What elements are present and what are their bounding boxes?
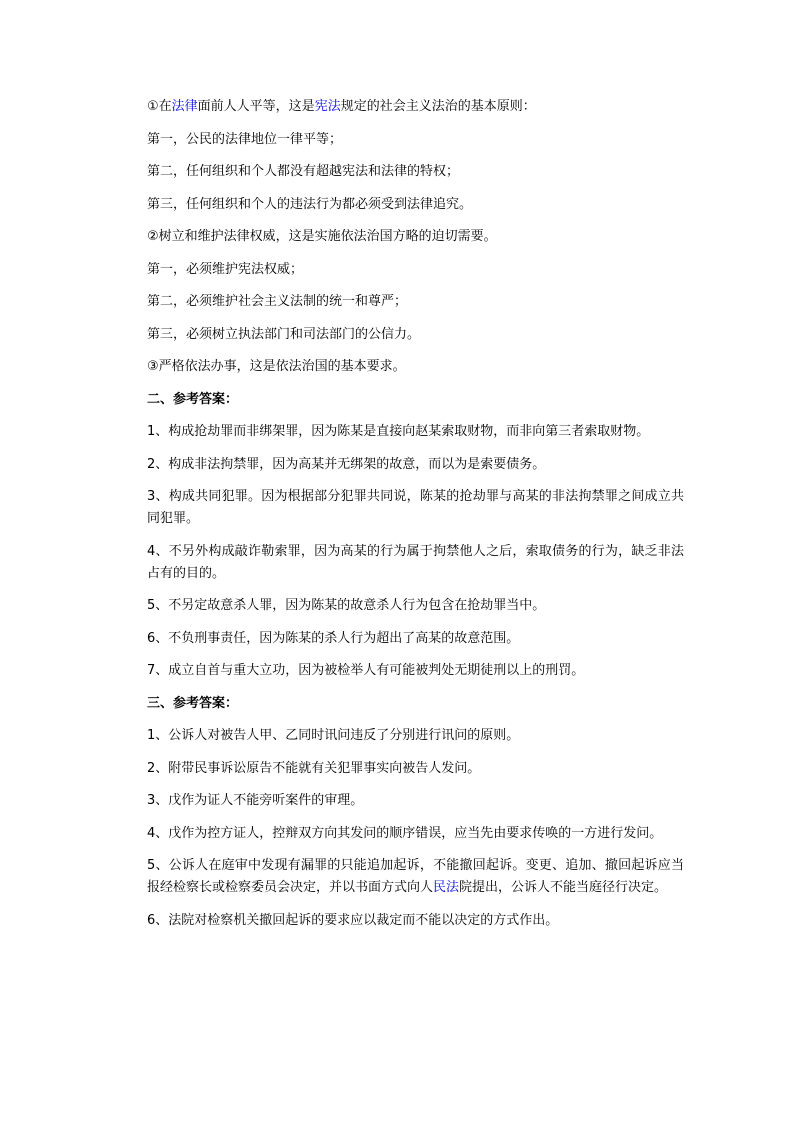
text-span: 面前人人平等，这是 [197,99,315,114]
section1-line: 第三，任何组织和个人的违法行为都必须受到法律追究。 [147,196,473,212]
answer-item: 4、不另外构成敲诈勒索罪，因为高某的行为属于拘禁他人之后，索取债务的行为，缺乏非法占有的目的。 [147,543,684,581]
answer-item: 3、戊作为证人不能旁听案件的审理。 [147,793,364,808]
answer-item: 2、附带民事诉讼原告不能就有关犯罪事实向被告人发问。 [147,760,481,776]
constitution-link[interactable]: 宪法 [314,99,341,114]
section1-line: 第一，公民的法律地位一律平等； [147,131,343,147]
answer-item: 1、公诉人对被告人甲、乙同时讯问违反了分别进行讯问的原则。 [147,728,520,743]
answer-item: 5、不另定故意杀人罪，因为陈某的故意杀人行为包含在抢劫罪当中。 [147,598,546,613]
answer-item: 2、构成非法拘禁罪，因为高某并无绑架的故意，而以为是索要债务。 [147,456,546,472]
text-span: 规定的社会主义法治的基本原则： [340,99,536,114]
principle-3: ③严格依法办事，这是依法治国的基本要求。 [147,359,406,374]
civil-law-link[interactable]: 民法 [433,880,460,895]
section1-line: 第一，必须维护宪法权威； [147,261,304,277]
answer-item [147,855,684,899]
principle-2: ②树立和维护法律权威，这是实施依法治国方略的迫切需要。 [147,229,497,244]
section-heading-3: 三、参考答案： [147,695,239,711]
answer-item: 6、法院对检察机关撤回起诉的要求应以裁定而不能以决定的方式作出。 [147,912,559,928]
answer-item: 3、构成共同犯罪。因为根据部分犯罪共同说，陈某的抢劫罪与高某的非法拘禁罪之间成立共同犯罪。 [147,489,684,526]
section-heading-2: 二、参考答案： [147,391,239,407]
answer-item: 4、戊作为控方证人，控辩双方向其发问的顺序错误，应当先由要求传唤的一方进行发问。 [147,825,663,841]
answer-item: 7、成立自首与重大立功，因为被检举人有可能被判处无期徒刑以上的刑罚。 [147,663,585,678]
answer-item: 1、构成抢劫罪而非绑架罪，因为陈某是直接向赵某索取财物，而非向第三者索取财物。 [147,424,650,439]
section1-line: 第三，必须树立执法部门和司法部门的公信力。 [147,326,421,342]
answer-item: 6、不负刑事责任，因为陈某的杀人行为超出了高某的故意范围。 [147,630,520,646]
text-span: 院提出，公诉人不能当庭径行决定。 [459,880,668,895]
section1-line: 第二，任何组织和个人都没有超越宪法和法律的特权； [147,164,460,179]
text-span: ①在 [147,99,172,114]
law-link[interactable]: 法律 [171,99,198,114]
section1-line: 第二，必须维护社会主义法制的统一和尊严； [147,294,408,309]
principle-1 [147,96,684,118]
text-span: 5、公诉人在庭审中发现有漏罪的只能追加起诉，不能撤回起诉。变更、追加、撤回起诉应当报经检察长或检察委员会决定，并以书面方式向人 [147,858,684,895]
